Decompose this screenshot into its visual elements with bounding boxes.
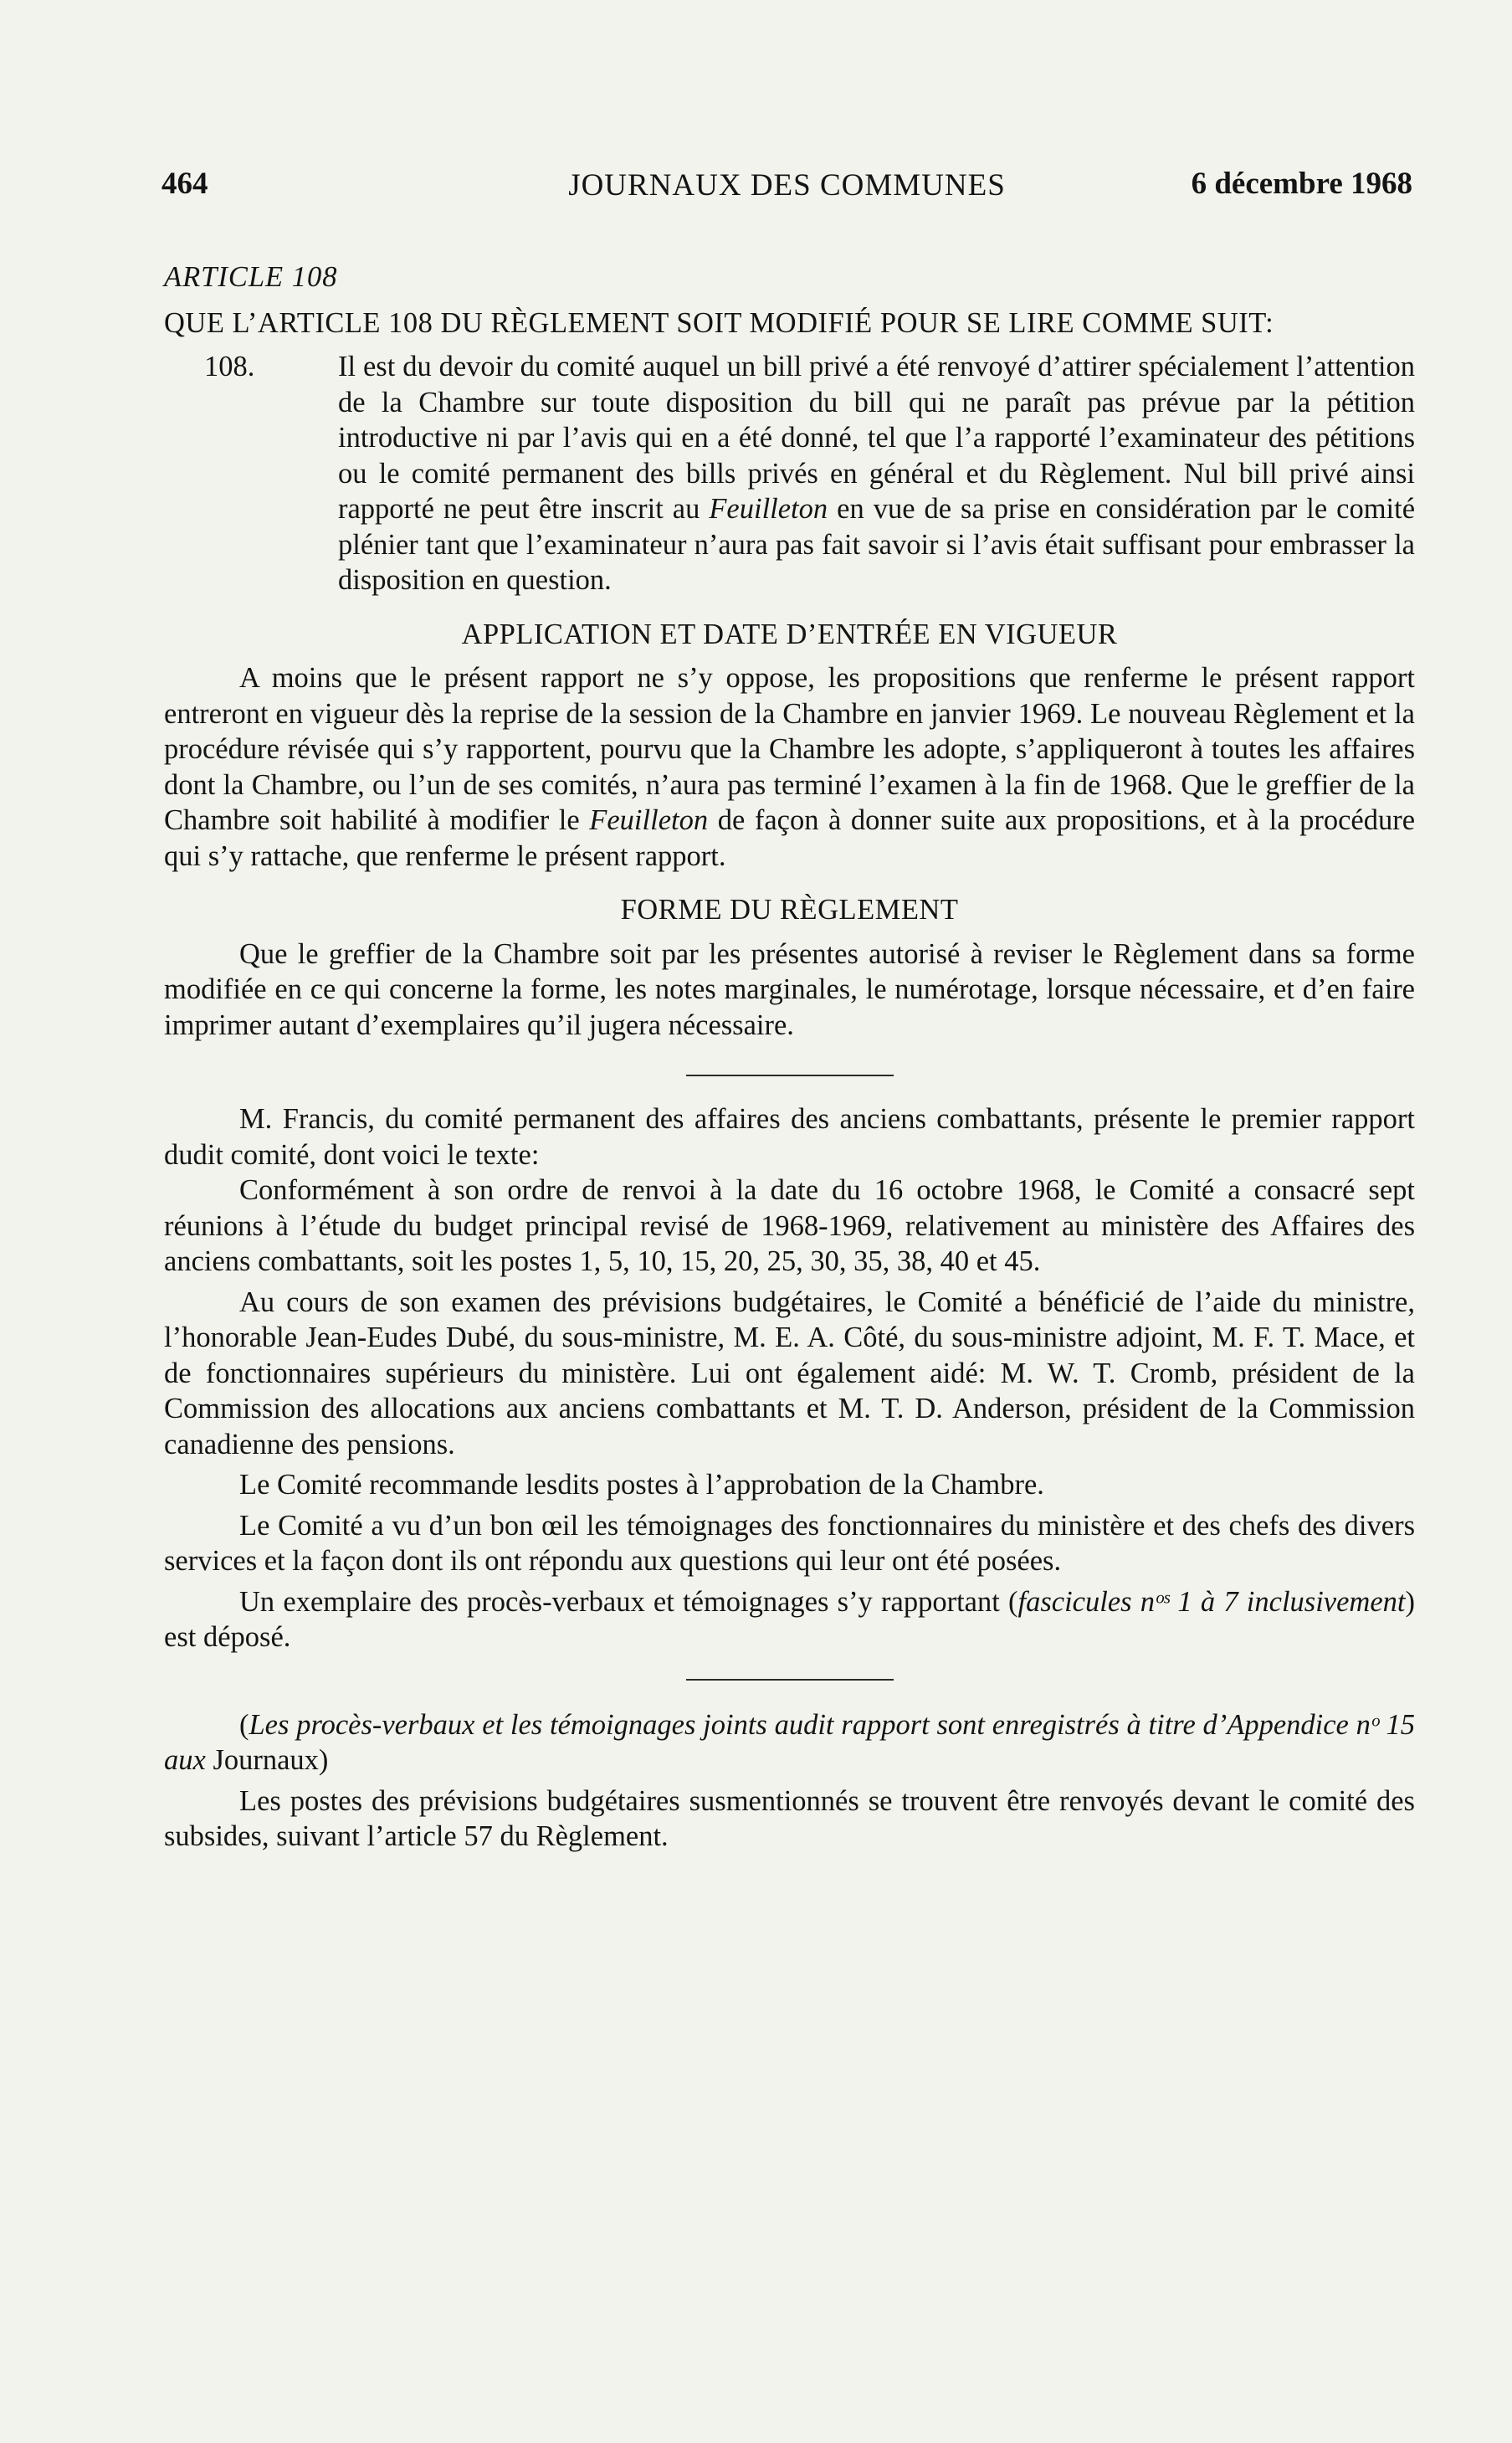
appendix-tail: Journaux) [213,1744,329,1776]
forme-heading: FORME DU RÈGLEMENT [620,894,959,926]
journal-title: JOURNAUX DES COMMUNES [568,168,1006,203]
rule-108-text [164,349,1415,598]
report-p5-end: ) est déposé. [164,1585,1415,1653]
rule-text-part-1: Il est du devoir du comité auquel un bill privé a été renvoyé d’attirer spécialement l’attention de la Chambre sur toute disposition du bill qui ne paraît pas prévue par la pétition introductive ni par l’avis qui en a été donné, tel que l’a rapporté l’examinateur des pétitions ou le comité permanent des bills privés en général et du Règlement. Nul bill privé ainsi rapporté ne peut être inscrit au [338,351,1415,525]
section-divider [686,1075,894,1076]
header-date: 6 décembre 1968 [1191,167,1412,201]
section-divider-2 [686,1679,894,1681]
article-label: ARTICLE 108 [164,261,338,293]
report-paragraph-3: Le Comité recommande lesdits postes à l’approbation de la Chambre. [239,1469,1044,1501]
page-body [164,259,1415,1855]
report-p5-fascicules: fascicules nᵒˢ 1 à 7 inclusivement [1017,1585,1406,1618]
report-paragraph-2: Au cours de son examen des prévisions budgétaires, le Comité a bénéficié de l’aide du ministre, l’honorable Jean-Eudes Dubé, du sous-ministre, M. E. A. Côté, du sous-ministre adjoint, M. F. T. Mace, et de fonctionnaires supérieurs du ministère. Lui ont également aidé: M. W. T. Cromb, président de la Commission des allocations aux anciens combattants et M. T. D. Anderson, président de la Commission canadienne des pensions. [164,1286,1415,1460]
page-number: 464 [161,167,208,201]
rule-text-feuilleton: Feuilleton [709,493,828,525]
application-heading: APPLICATION ET DATE D’ENTRÉE EN VIGUEUR [461,618,1118,650]
page-header [161,166,1412,216]
closing-paragraph: Les postes des prévisions budgétaires susmentionnés se trouvent être renvoyés devant le comité des subsides, suivant l’article 57 du Règlement. [164,1784,1415,1852]
application-text-feuilleton: Feuilleton [589,804,709,836]
appendix-note [164,1707,1415,1778]
forme-paragraph: Que le greffier de la Chambre soit par les présentes autorisé à reviser le Règlement dans sa forme modifiée en ce qui concerne la forme, les notes marginales, le numérotage, lorsque nécessaire, et d’en faire imprimer autant d’exemplaires qu’il jugera nécessaire. [164,937,1415,1041]
rule-number: 108. [204,351,255,382]
application-paragraph [164,660,1415,874]
report-paragraph-5 [164,1584,1415,1655]
article-motion: QUE L’ARTICLE 108 DU RÈGLEMENT SOIT MODIFIÉ POUR SE LIRE COMME SUIT: [164,306,1274,339]
rule-text-part-2: en vue de sa prise en considération par le comité plénier tant que l’examinateur n’aura pas fait savoir si l’avis était suffisant pour embrasser la disposition en question. [338,493,1416,596]
appendix-open: ( [239,1708,249,1741]
report-paragraph-4: Le Comité a vu d’un bon œil les témoignages des fonctionnaires du ministère et des chefs des divers services et la façon dont ils ont répondu aux questions qui leur ont été posées. [164,1509,1415,1577]
report-intro: M. Francis, du comité permanent des affaires des anciens combattants, présente le premier rapport dudit comité, dont voici le texte: [164,1103,1415,1171]
application-text-part-1: A moins que le présent rapport ne s’y oppose, les propositions que renferme le présent rapport entreront en vigueur dès la reprise de la session de la Chambre en janvier 1969. Le nouveau Règlement et la procédure révisée qui s’y rapportent, pourvu que la Chambre les adopte, s’appliqueront à toutes les affaires dont la Chambre, ou l’un de ses comités, n’aura pas terminé l’examen à la fin de 1968. Que le greffier de la Chambre soit habilité à modifier le [164,662,1415,836]
report-p5-text: Un exemplaire des procès-verbaux et témoignages s’y rapportant ( [239,1585,1018,1618]
appendix-italic-text: Les procès-verbaux et les témoignages joints audit rapport sont enregistrés à titre d’Appendice nᵒ 15 aux [164,1708,1415,1776]
report-paragraph-1: Conformément à son ordre de renvoi à la date du 16 octobre 1968, le Comité a consacré sept réunions à l’étude du budget principal revisé de 1968-1969, relativement au ministère des Affaires des anciens combattants, soit les postes 1, 5, 10, 15, 20, 25, 30, 35, 38, 40 et 45. [164,1174,1415,1277]
application-text-part-2: de façon à donner suite aux propositions, et à la procédure qui s’y rattache, que renferme le présent rapport. [164,804,1416,872]
